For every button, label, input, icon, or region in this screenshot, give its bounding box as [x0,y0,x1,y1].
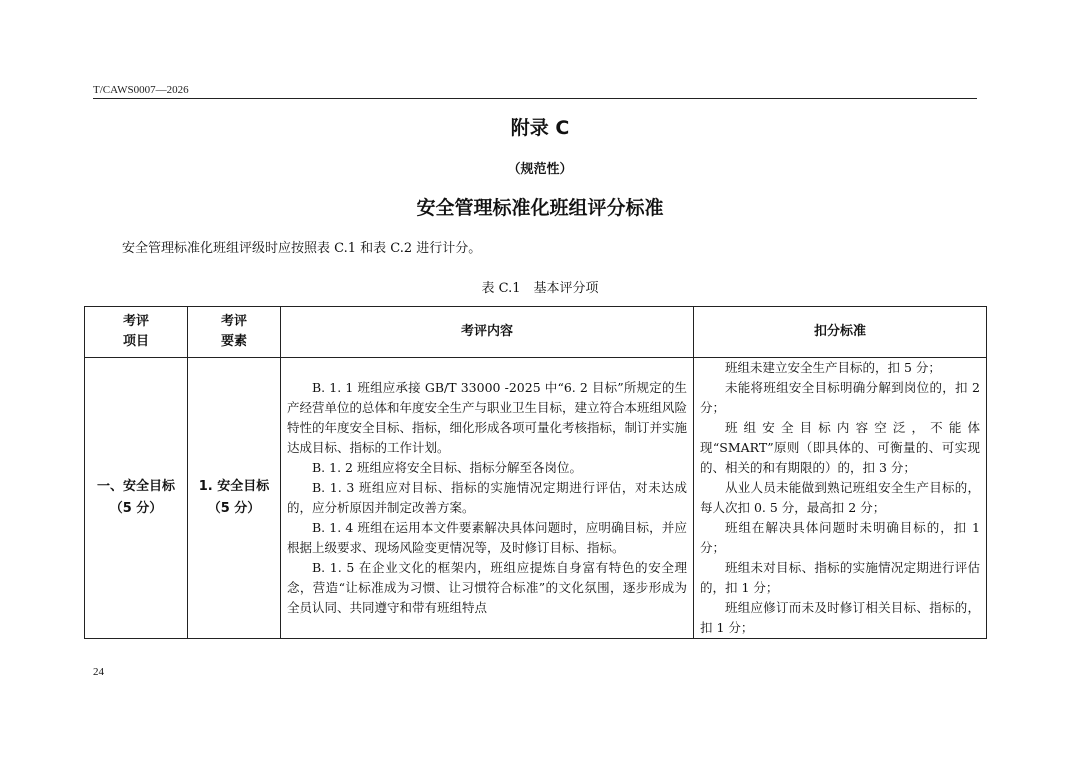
deduction-rule: 未能将班组安全目标明确分解到岗位的，扣 2 分； [700,380,980,415]
scoring-table [84,306,987,639]
element-name: 1. 安全目标 [198,479,270,494]
table-row [85,358,987,639]
evaluation-item-cell [85,358,188,639]
header-evaluation-content: 考评内容 [281,307,694,358]
header-element-line1: 考评 [220,314,247,329]
element-score: （5 分） [207,501,261,516]
deduction-rule: 班组未对目标、指标的实施情况定期进行评估的，扣 1 分； [700,560,980,595]
evaluation-content-cell [281,358,694,639]
appendix-title: 附录 C [510,117,570,139]
evaluation-element-cell [188,358,281,639]
content-clause: B. 1. 5 在企业文化的框架内，班组应提炼自身富有特色的安全理念，营造“让标准成为习惯、让习惯符合标准”的文化氛围，逐步形成为全员认同、共同遵守和带有班组特点 [287,560,687,615]
standard-code: T/CAWS0007—2026 [93,84,189,96]
content-clause: B. 1. 4 班组在运用本文件要素解决具体问题时，应明确目标，并应根据上级要求、现场风险变更情况等，及时修订目标、指标。 [287,520,687,555]
deduction-rule: 班组应修订而未及时修订相关目标、指标的，扣 1 分； [700,600,980,635]
item-score: （5 分） [109,501,163,516]
item-name: 一、安全目标 [96,479,175,494]
deduction-rule: 班组未建立安全生产目标的，扣 5 分； [725,360,941,375]
page-number: 24 [93,666,104,678]
header-deduction-criteria: 扣分标准 [694,307,987,358]
content-clause: B. 1. 3 班组应对目标、指标的实施情况定期进行评估，对未达成的，应分析原因并制定改善方案。 [287,480,687,515]
deduction-rule: 班组在解决具体问题时未明确目标的，扣 1 分； [700,520,980,555]
header-item-line1: 考评 [122,314,149,329]
header-item-line2: 项目 [122,334,149,349]
deduction-rule: 班组安全目标内容空泛，不能体现“SMART”原则（即具体的、可衡量的、可实现的、相关的和有期限的）的，扣 3 分； [700,420,980,475]
header-evaluation-item [85,307,188,358]
table-header-row [85,307,987,358]
appendix-type: （规范性） [507,162,573,177]
deduction-rule: 从业人员未能做到熟记班组安全生产目标的，每人次扣 0. 5 分，最高扣 2 分； [700,480,980,515]
deduction-criteria-cell [694,358,987,639]
content-clause: B. 1. 1 班组应承接 GB/T 33000 -2025 中“6. 2 目标”所规定的生产经营单位的总体和年度安全生产与职业卫生目标，建立符合本班组风险特性的年度安全目标、指标，细化形成各项可量化考核指标，制订并实施达成目标、指标的工作计划。 [287,380,688,455]
table-caption: 表 C.1 基本评分项 [481,281,599,296]
intro-paragraph: 安全管理标准化班组评级时应按照表 C.1 和表 C.2 进行计分。 [122,241,482,256]
header-evaluation-element [188,307,281,358]
content-clause: B. 1. 2 班组应将安全目标、指标分解至各岗位。 [312,460,582,475]
header-element-line2: 要素 [220,334,247,349]
document-heading: 安全管理标准化班组评分标准 [416,197,664,219]
header-divider [93,98,977,99]
